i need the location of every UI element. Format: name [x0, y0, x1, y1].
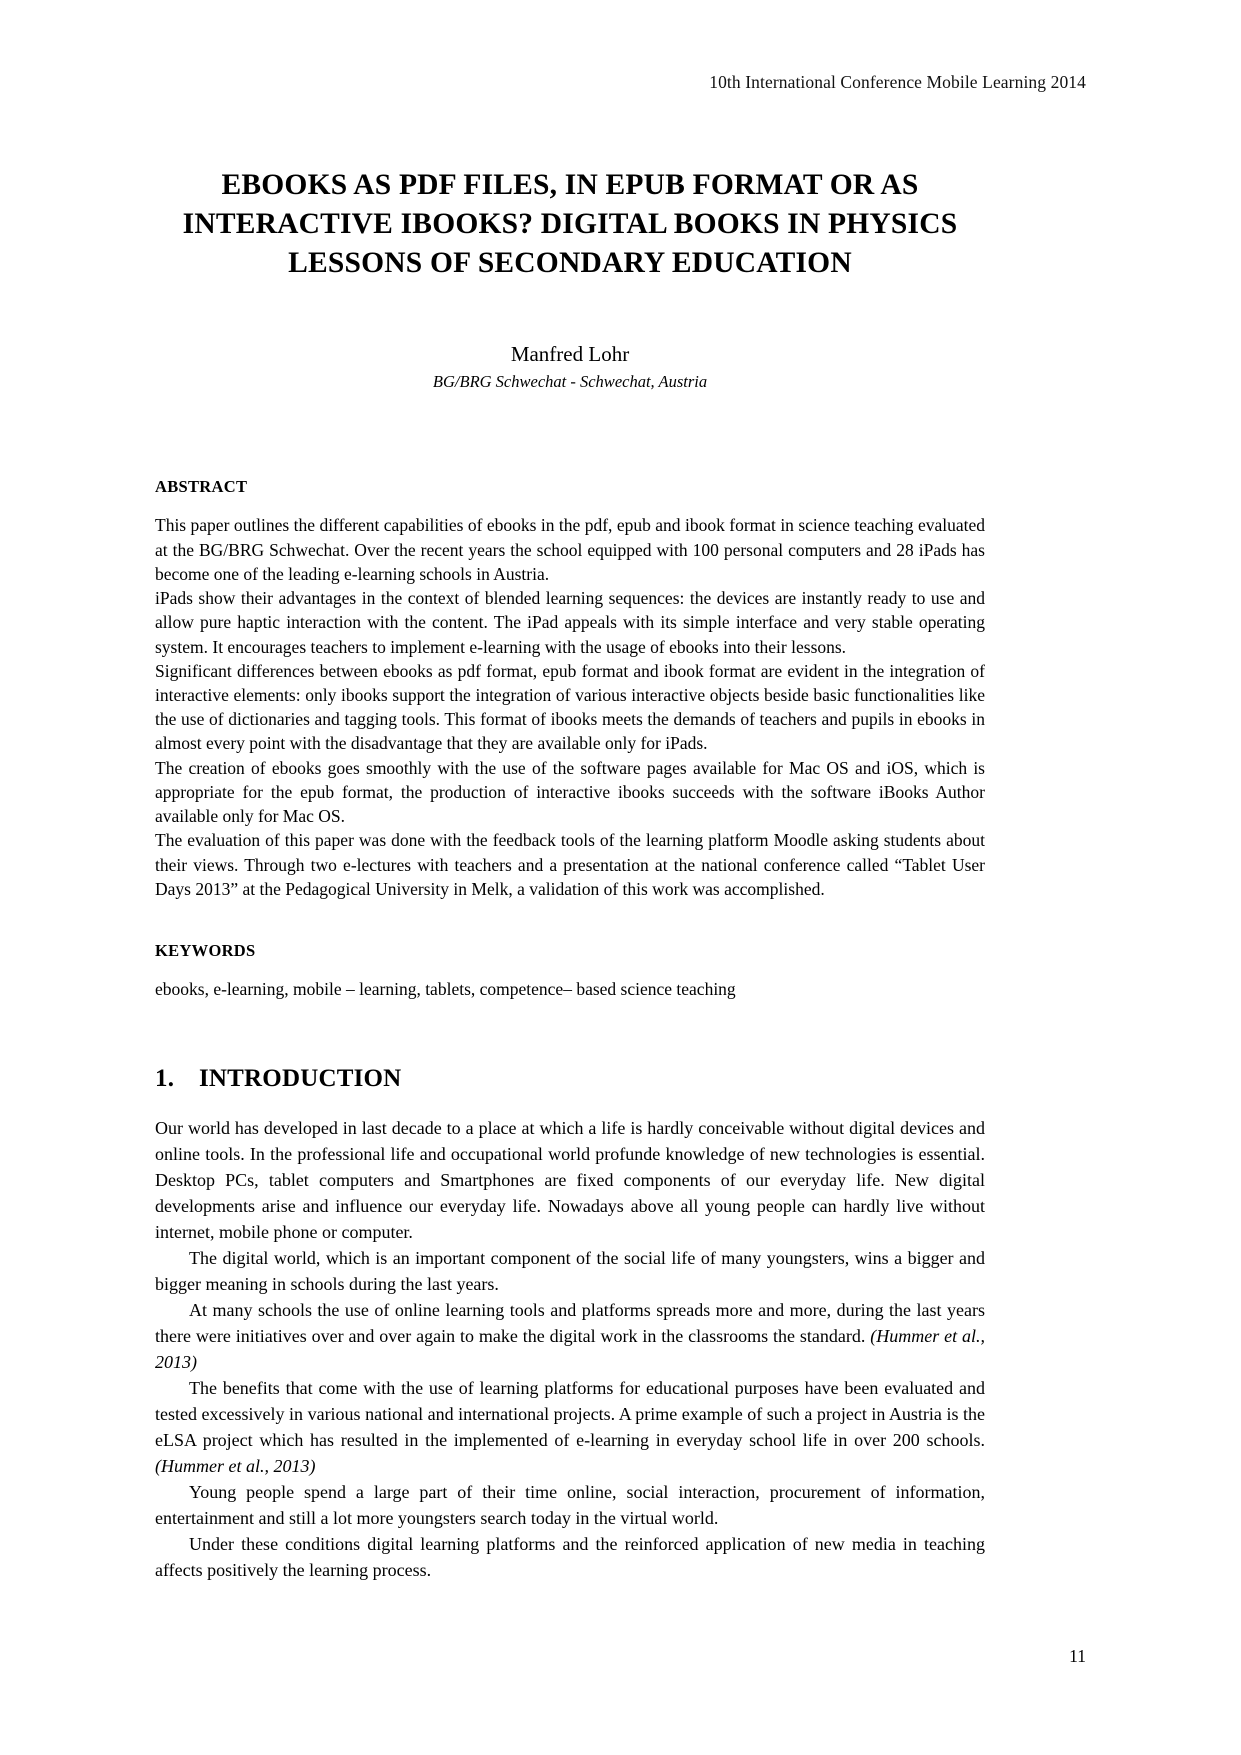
abstract-body [155, 513, 985, 901]
section-heading-introduction [155, 1065, 985, 1093]
page-title: EBOOKS AS PDF FILES, IN EPUB FORMAT OR AS INTERACTIVE IBOOKS? DIGITAL BOOKS IN PHYSICS LESSONS OF SECONDARY EDUCATION [182, 169, 958, 279]
body-paragraph: The digital world, which is an important component of the social life of many youngsters, wins a bigger and bigger meaning in schools during the last years. [155, 1248, 985, 1295]
section-title: INTRODUCTION [199, 1065, 402, 1093]
body-paragraph [155, 1375, 985, 1479]
keywords-label: KEYWORDS [155, 941, 256, 961]
section-number: 1. [155, 1065, 175, 1093]
inline-citation: (Hummer et al., 2013) [155, 1456, 316, 1477]
running-header: 10th International Conference Mobile Learning 2014 [709, 72, 1086, 92]
abstract-paragraph: This paper outlines the different capabilities of ebooks in the pdf, epub and ibook format in science teaching evaluated at the BG/BRG Schwechat. Over the recent years the school equipped with 100 personal computers and 28 iPads has become one of the leading e-learning schools in Austria. [155, 515, 985, 584]
abstract-paragraph: Significant differences between ebooks as pdf format, epub format and ibook format are evident in the integration of interactive elements: only ibooks support the integration of various interactive objects beside basic functionalities like the use of dictionaries and tagging tools. This format of ibooks meets the demands of teachers and pupils in ebooks in almost every point with the disadvantage that they are available only for iPads. [155, 660, 985, 754]
body-paragraph-text: At many schools the use of online learning tools and platforms spreads more and more, during the last years there were initiatives over and over again to make the digital work in the classrooms the standard. [155, 1300, 985, 1347]
body-paragraph-text: The benefits that come with the use of learning platforms for educational purposes have been evaluated and tested excessively in various national and international projects. A prime example of such a project in Austria is the eLSA project which has resulted in the implemented of e-learning in everyday school life in over 200 schools. [155, 1378, 985, 1451]
author-name: Manfred Lohr [510, 341, 630, 366]
author-block [155, 341, 985, 394]
abstract-paragraph: The evaluation of this paper was done with the feedback tools of the learning platform Moodle asking students about their views. Through two e-lectures with teachers and a presentation at the national conference called “Tablet User Days 2013” at the Pedagogical University in Melk, a validation of this work was accomplished. [155, 830, 985, 899]
abstract-label: ABSTRACT [155, 477, 248, 497]
abstract-paragraph: iPads show their advantages in the context of blended learning sequences: the devices are instantly ready to use and allow pure haptic interaction with the content. The iPad appeals with its simple interface and very stable operating system. It encourages teachers to implement e-learning with the usage of ebooks into their lessons. [155, 588, 985, 657]
body-paragraph: Our world has developed in last decade to a place at which a life is hardly conceivable without digital devices and online tools. In the professional life and occupational world profunde knowledge of new technologies is essential. Desktop PCs, tablet computers and Smartphones are fixed components of our everyday life. New digital developments arise and influence our everyday life. Nowadays above all young people can hardly live without internet, mobile phone or computer. [155, 1118, 985, 1243]
inline-citation: (Hummer et al., 2013) [155, 1326, 986, 1373]
abstract-paragraph: The creation of ebooks goes smoothly with the use of the software pages available for Mac OS and iOS, which is appropriate for the epub format, the production of interactive ibooks succeeds with the software iBooks Author available only for Mac OS. [155, 757, 985, 827]
author-affiliation: BG/BRG Schwechat - Schwechat, Austria [432, 372, 708, 392]
page-number: 11 [1069, 1646, 1086, 1666]
body-paragraph [155, 1297, 985, 1375]
introduction-body [155, 1115, 985, 1583]
keywords-list: ebooks, e-learning, mobile – learning, tablets, competence– based science teaching [155, 979, 736, 1000]
body-paragraph: Young people spend a large part of their time online, social interaction, procurement of information, entertainment and still a lot more youngsters search today in the virtual world. [155, 1482, 985, 1529]
body-paragraph: Under these conditions digital learning platforms and the reinforced application of new media in teaching affects positively the learning process. [155, 1534, 985, 1581]
page-content [155, 166, 985, 1583]
